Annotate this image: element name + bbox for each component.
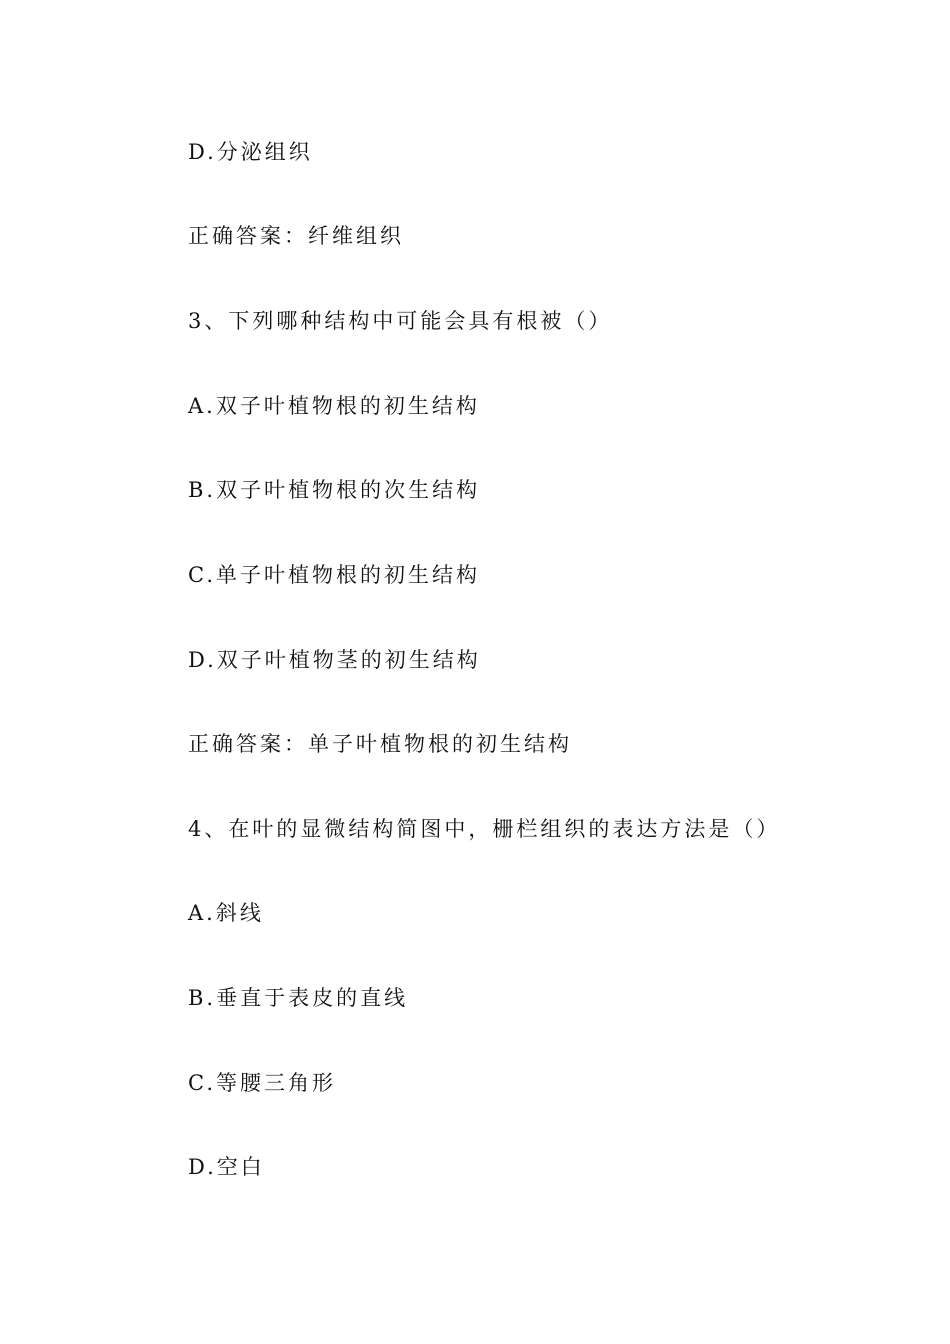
question-3-answer: 正确答案：单子叶植物根的初生结构 xyxy=(188,732,572,756)
question-3-option-d: D.双子叶植物茎的初生结构 xyxy=(188,648,481,672)
question-3-option-a: A.双子叶植物根的初生结构 xyxy=(188,394,480,418)
question-4-option-b: B.垂直于表皮的直线 xyxy=(188,986,409,1010)
question-2-answer: 正确答案：纤维组织 xyxy=(188,224,404,248)
question-3-option-c: C.单子叶植物根的初生结构 xyxy=(188,563,480,587)
question-4-option-a: A.斜线 xyxy=(188,901,264,925)
question-3-option-b: B.双子叶植物根的次生结构 xyxy=(188,478,481,502)
question-4-option-d: D.空白 xyxy=(188,1155,265,1179)
question-4-stem: 4、在叶的显微结构简图中，栅栏组织的表达方法是（） xyxy=(188,817,781,841)
question-2-option-d: D.分泌组织 xyxy=(188,140,313,164)
question-4-option-c: C.等腰三角形 xyxy=(188,1071,336,1095)
question-3-stem: 3、下列哪种结构中可能会具有根被（） xyxy=(188,309,613,333)
